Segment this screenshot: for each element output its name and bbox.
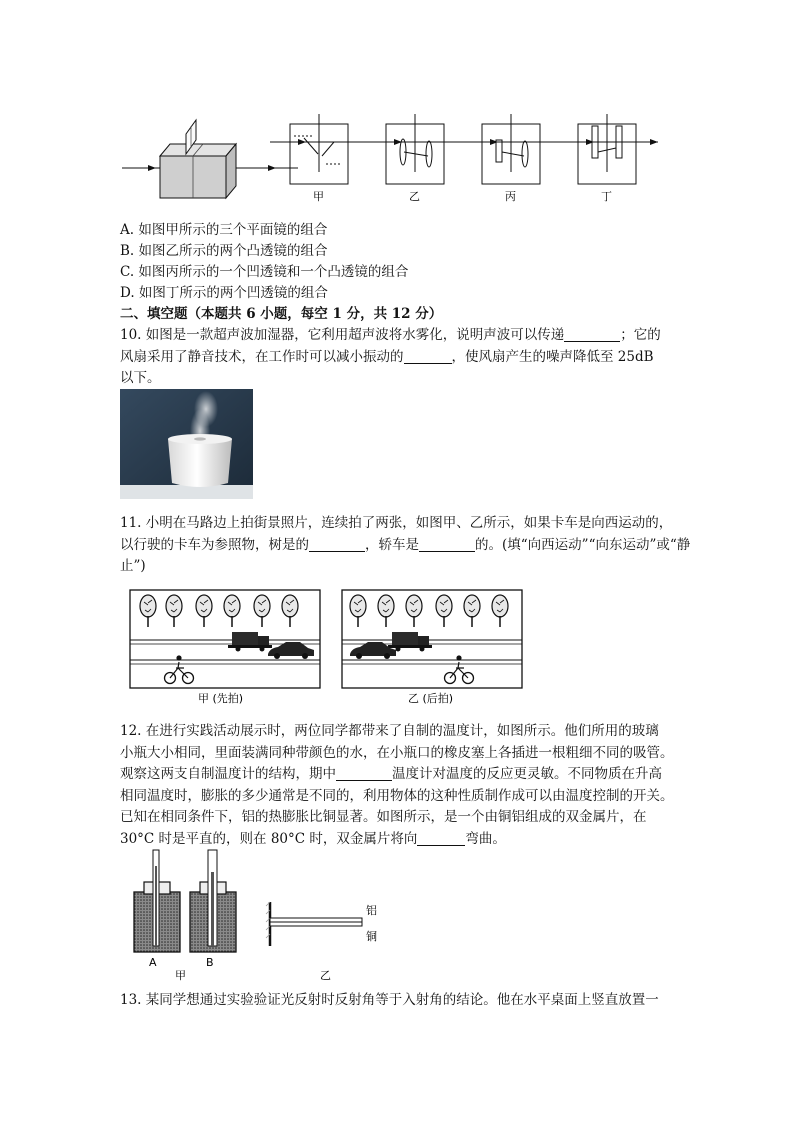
q11-text: 以行驶的卡车为参照物，树是的 xyxy=(120,536,309,553)
q12-text: 12. 在进行实践活动展示时，两位同学都带来了自制的温度计，如图所示。他们所用的玻璃 xyxy=(120,723,659,739)
question-13 xyxy=(120,990,676,1012)
q12-text: 小瓶大小相同，里面装满同种带颜色的水，在小瓶口的橡皮塞上各插进一根粗细不同的吸管。 xyxy=(120,744,674,761)
figure-label-jia: 甲 xyxy=(175,969,186,982)
bottle-label-a: A xyxy=(149,956,157,969)
answer-blank[interactable] xyxy=(309,537,365,552)
q12-text: 已知在相同条件下，铝的热膨胀比铜显著。如图所示，是一个由铜铝组成的双金属片，在 xyxy=(120,809,647,825)
q12-text: 30°C 时是平直的，则在 80°C 时，双金属片将向 xyxy=(120,830,418,847)
q9-option-b: B. 如图乙所示的两个凸透镜的组合 xyxy=(120,243,328,259)
q10-text: 10. 如图是一款超声波加湿器，它利用超声波将水雾化，说明声波可以传递 xyxy=(120,327,565,343)
answer-blank[interactable] xyxy=(417,831,465,846)
q11-text: 11. 小明在马路边上拍街景照片，连续拍了两张，如图甲、乙所示，如果卡车是向西运动的， xyxy=(120,515,673,531)
q9-option-c: C. 如图丙所示的一个凹透镜和一个凸透镜的组合 xyxy=(120,264,409,280)
q10-text: ，使风扇产生的噪声降低至 25dB xyxy=(451,348,654,365)
q9-label-bing: 丙 xyxy=(505,190,516,203)
answer-blank[interactable] xyxy=(404,349,452,364)
answer-blank[interactable] xyxy=(336,766,392,781)
answer-blank[interactable] xyxy=(419,537,475,552)
question-10 xyxy=(120,325,676,390)
strip-label-aluminum: 铝 xyxy=(366,904,377,917)
q12-text: 相同温度时，膨胀的多少通常是不同的，利用物体的这种性质制作成可以由温度控制的开关。 xyxy=(120,787,674,804)
q11-text: 的。(填“向西运动”“向东运动”或“静 xyxy=(475,536,691,553)
question-12 xyxy=(120,721,676,850)
q9-optics-figure xyxy=(118,112,678,208)
bottle-label-b: B xyxy=(206,956,214,969)
q9-option-a: A. 如图甲所示的三个平面镜的组合 xyxy=(120,222,328,238)
figure-label-yi: 乙 xyxy=(320,969,331,982)
street-photos-figure xyxy=(128,588,528,706)
q13-text: 13. 某同学想通过实验验证光反射时反射角等于入射角的结论。他在水平桌面上竖直放置一 xyxy=(120,992,659,1008)
q9-label-ding: 丁 xyxy=(601,190,612,203)
q11-text: ，轿车是 xyxy=(365,536,419,553)
photo-caption-first: 甲 (先拍) xyxy=(198,692,244,705)
q10-text: ；它的 xyxy=(620,327,661,343)
q9-option-d: D. 如图丁所示的两个凹透镜的组合 xyxy=(120,285,328,301)
q12-text: 观察这两支自制温度计的结构，期中 xyxy=(120,766,336,782)
photo-caption-second: 乙 (后拍) xyxy=(408,692,454,705)
q10-text: 以下。 xyxy=(120,370,161,386)
q12-text: 温度计对温度的反应更灵敏。不同物质在升高 xyxy=(392,766,662,782)
q12-text: 弯曲。 xyxy=(465,830,506,847)
strip-label-copper: 铜 xyxy=(366,930,377,943)
q9-label-jia: 甲 xyxy=(313,190,324,203)
q9-label-yi: 乙 xyxy=(409,190,420,203)
q10-text: 风扇采用了静音技术，在工作时可以减小振动的 xyxy=(120,348,404,365)
question-11 xyxy=(120,513,691,578)
answer-blank[interactable] xyxy=(564,327,620,342)
section-heading: 二、填空题（本题共 6 小题，每空 1 分，共 12 分） xyxy=(120,306,443,322)
humidifier-photo xyxy=(120,389,253,499)
thermometer-bimetal-figure xyxy=(122,848,392,984)
q11-text: 止”) xyxy=(120,558,146,574)
